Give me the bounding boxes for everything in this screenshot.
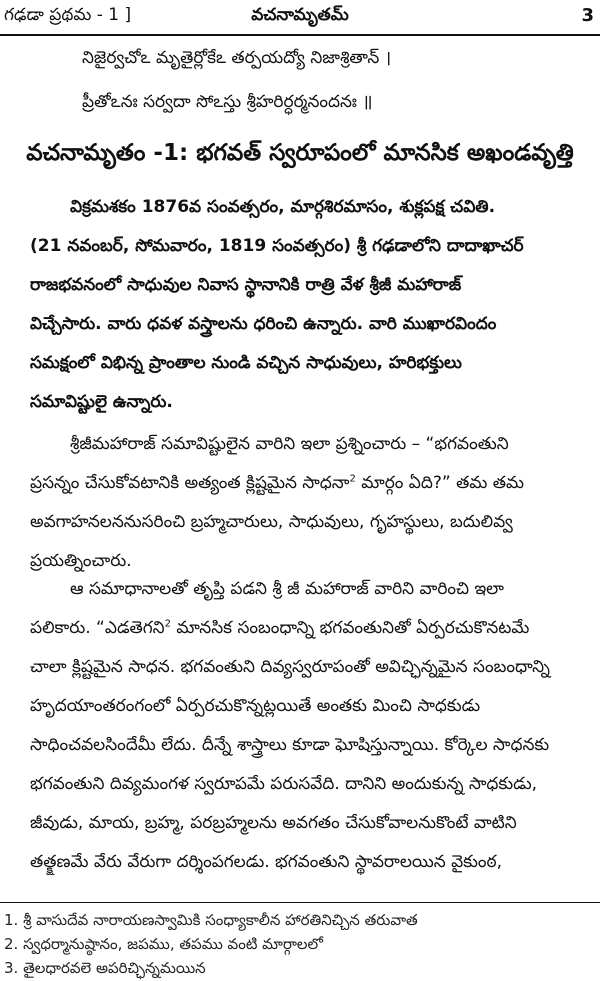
- invocation-verse-line-2: ప్రీతోఽనః సర్వదా సోఽస్తు శ్రీహరిర్ధర్మనందనః ॥: [82, 92, 373, 112]
- text-line: సాధించవలసిందేమీ లేదు. దీన్నే శాస్త్రాలు కూడా ఘోషిస్తున్నాయి. కోర్కెల సాధనకు: [30, 735, 550, 755]
- text-line: తత్క్షణమే వేరు వేరుగా దర్శింపగలడు. భగవంతుని స్థావరాలయిన వైకుంఠ,: [30, 852, 503, 872]
- text-segment: మార్గం ఏది?” తమ తమ: [355, 473, 524, 493]
- text-line: [30, 609, 596, 648]
- text-line: (21 నవంబర్, సోమవారం, 1819 సంవత్సరం) శ్రీ గఢడాలోని దాదాఖాచర్: [30, 236, 524, 256]
- text-line: ఆ సమాధానాలతో తృప్తి పడని శ్రీ జీ మహారాజ్ వారిని వారించి ఇలా: [70, 579, 504, 599]
- footnote-divider: [0, 902, 600, 903]
- page-header: [0, 0, 600, 36]
- text-line: ప్రయత్నించారు.: [30, 551, 132, 571]
- footnote-ref: 2: [164, 618, 171, 630]
- running-head-section: గఢడా ప్రథమ - 1 ]: [4, 5, 132, 25]
- text-line: శ్రీజీమహారాజ్ సమావిష్టులైన వారిని ఇలా ప్రశ్నించారు – “భగవంతుని: [70, 434, 509, 454]
- invocation-verse-line-1: నిజైర్వచోఽ మృతైర్లోకేఽ తర్పయద్యో నిజాశ్రితాన్ ।: [82, 48, 392, 68]
- text-segment: పలికారు. “ఎడతెగని: [30, 618, 165, 638]
- footnote-2: 2. స్వధర్మానుష్ఠానం, జపము, తపము వంటి మార్గాలలో: [4, 935, 323, 953]
- footnote-ref: 2: [349, 473, 356, 485]
- text-line: చాలా క్లిష్టమైన సాధన. భగవంతుని దివ్యస్వరూపంతో అవిచ్ఛిన్నమైన సంబంధాన్ని: [30, 657, 550, 677]
- paragraph-question: [30, 425, 596, 581]
- text-line: సమావిష్టులై ఉన్నారు.: [30, 392, 173, 412]
- text-line: విక్రమశకం 1876వ సంవత్సరం, మార్గశిరమాసం, శుక్లపక్ష చవితి.: [70, 197, 496, 217]
- text-segment: మానసిక సంబంధాన్ని భగవంతునితో ఏర్పరచుకొనటమే: [170, 618, 530, 638]
- footnotes: [4, 908, 594, 980]
- text-line: సమక్షంలో విభిన్న ప్రాంతాల నుండి వచ్చిన సాధువులు, హరిభక్తులు: [30, 353, 462, 373]
- text-line: జీవుడు, మాయ, బ్రహ్మ, పరబ్రహ్మలను అవగతం చేసుకోవాలనుకొంటే వాటిని: [30, 813, 517, 833]
- text-line: [30, 464, 596, 503]
- chapter-title: వచనామృతం -1: భగవత్ స్వరూపంలో మానసిక అఖండవృత్తి: [26, 140, 574, 166]
- text-line: హృదయాంతరంగంలో ఏర్పరచుకొన్నట్లయితే అంతకు మించి సాధకుడు: [30, 696, 481, 716]
- text-segment: ప్రసన్నం చేసుకోవటానికి అత్యంత క్లిష్టమైన సాధనా: [30, 473, 350, 493]
- page-number: 3: [581, 5, 594, 26]
- text-line: అవగాహనలననుసరించి బ్రహ్మచారులు, సాధువులు, గృహస్థులు, బదులివ్వ: [30, 512, 513, 532]
- paragraph-date-setting: [30, 188, 596, 422]
- footnote-3: 3. తైలధారవలె అపరిచ్ఛిన్నమయిన: [4, 959, 206, 977]
- paragraph-answer: [30, 570, 596, 882]
- text-line: విచ్చేసారు. వారు ధవళ వస్త్రాలను ధరించి ఉన్నారు. వారి ముఖారవిందం: [30, 314, 497, 334]
- running-head-title: వచనామృతమ్: [251, 5, 349, 25]
- footnote-1: 1. శ్రీ వాసుదేవ నారాయణస్వామికి సంధ్యాకాలీన హారతినిచ్చిన తరువాత: [4, 911, 418, 929]
- text-line: భగవంతుని దివ్యమంగళ స్వరూపమే పరుసవేది. దానిని అందుకున్న సాధకుడు,: [30, 774, 538, 794]
- text-line: రాజభవనంలో సాధువుల నివాస స్థానానికి రాత్రి వేళ శ్రీజీ మహారాజ్: [30, 275, 462, 295]
